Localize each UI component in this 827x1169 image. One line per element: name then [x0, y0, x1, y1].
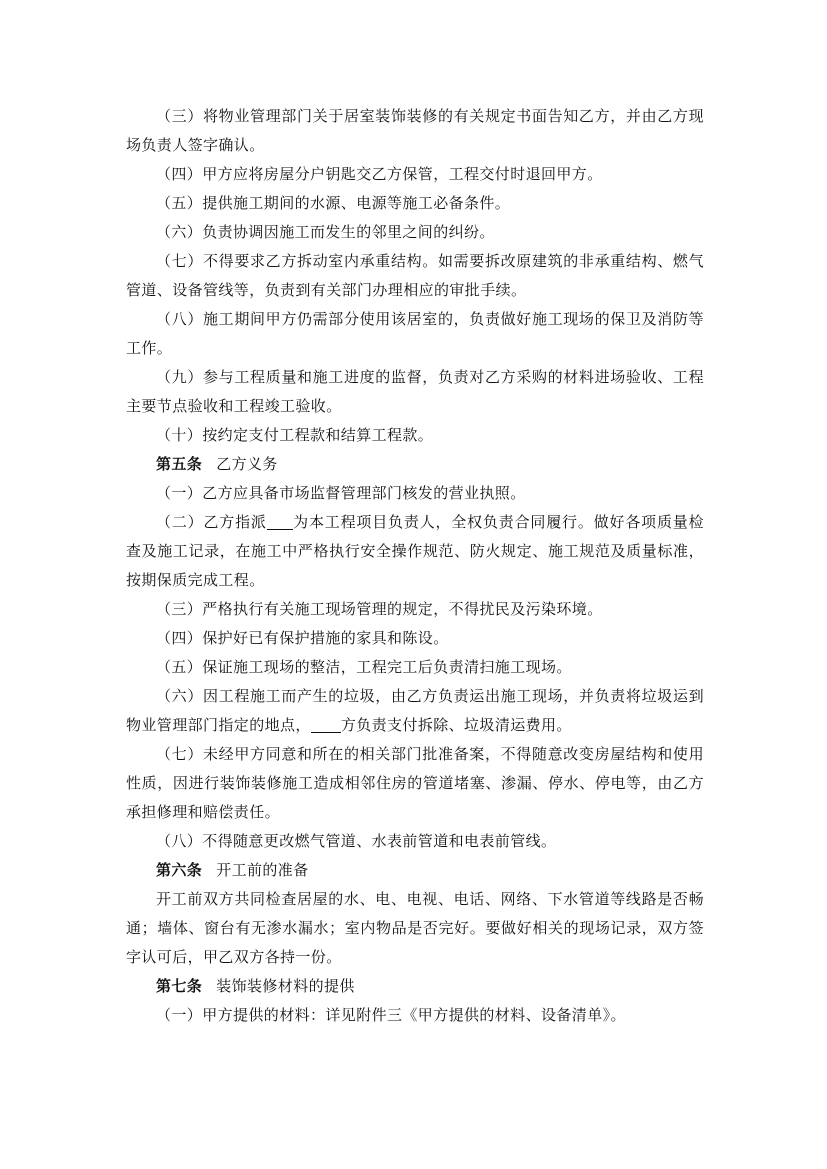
- clause-paragraph: （五）保证施工现场的整洁，工程完工后负责清扫施工现场。: [156, 658, 572, 676]
- article-title: 开工前的准备: [216, 861, 309, 879]
- clause-text-after: 方负责支付拆除、垃圾清运费用。: [340, 716, 572, 734]
- clause-paragraph: （三）严格执行有关施工现场管理的规定，不得扰民及污染环境。: [156, 600, 603, 618]
- clause-paragraph-with-blank: [126, 682, 704, 740]
- clause-paragraph: （九）参与工程质量和施工进度的监督，负责对乙方采购的材料进场验收、工程主要节点验收和工程竣工验收。: [126, 368, 704, 415]
- article-heading: [126, 972, 704, 1001]
- article-heading: [126, 856, 704, 885]
- fill-in-blank: [311, 716, 341, 733]
- clause-paragraph-with-blank: [126, 508, 704, 595]
- clause-paragraph: （四）甲方应将房屋分户钥匙交乙方保管，工程交付时退回甲方。: [156, 165, 603, 183]
- clause-text-before: （六）因工程施工而产生的垃圾，由乙方负责运出施工现场，并负责将垃圾运到物业管理部门指定的地点，: [126, 687, 704, 734]
- clause-paragraph: （八）不得随意更改燃气管道、水表前管道和电表前管线。: [156, 832, 557, 850]
- article-number: 第五条: [156, 455, 203, 473]
- article-number: 第七条: [156, 977, 203, 995]
- clause-paragraph: （十）按约定支付工程款和结算工程款。: [156, 426, 434, 444]
- clause-paragraph: （七）未经甲方同意和所在的相关部门批准备案，不得随意改变房屋结构和使用性质，因进行装饰装修施工造成相邻住房的管道堵塞、渗漏、停水、停电等，由乙方承担修理和赔偿责任。: [126, 745, 704, 821]
- clause-paragraph: （一）乙方应具备市场监督管理部门核发的营业执照。: [156, 484, 526, 502]
- clause-paragraph: （四）保护好已有保护措施的家具和陈设。: [156, 629, 449, 647]
- clause-text-after: 为本工程项目负责人，全权负责合同履行。做好各项质量检查及施工记录，在施工中严格执行安全操作规范、防火规定、施工规范及质量标准，按期保质完成工程。: [126, 513, 704, 589]
- article-title: 乙方义务: [216, 455, 278, 473]
- article-heading: [126, 450, 704, 479]
- document-body: [126, 102, 704, 1030]
- clause-paragraph: （七）不得要求乙方拆动室内承重结构。如需要拆改原建筑的非承重结构、燃气管道、设备管线等，负责到有关部门办理相应的审批手续。: [126, 252, 704, 299]
- clause-paragraph: （一）甲方提供的材料：详见附件三《甲方提供的材料、设备清单》。: [156, 1006, 626, 1024]
- clause-paragraph: （八）施工期间甲方仍需部分使用该居室的，负责做好施工现场的保卫及消防等工作。: [126, 310, 704, 357]
- fill-in-blank: [267, 513, 293, 530]
- article-title: 装饰装修材料的提供: [216, 977, 355, 995]
- clause-text-before: （二）乙方指派: [156, 513, 267, 531]
- clause-paragraph: （五）提供施工期间的水源、电源等施工必备条件。: [156, 194, 511, 212]
- clause-paragraph: （三）将物业管理部门关于居室装饰装修的有关规定书面告知乙方，并由乙方现场负责人签字确认。: [126, 107, 704, 154]
- clause-paragraph: 开工前双方共同检查居屋的水、电、电视、电话、网络、下水管道等线路是否畅通；墙体、窗台有无渗水漏水；室内物品是否完好。要做好相关的现场记录，双方签字认可后，甲乙双方各持一份。: [126, 890, 704, 966]
- article-number: 第六条: [156, 861, 203, 879]
- clause-paragraph: （六）负责协调因施工而发生的邻里之间的纠纷。: [156, 223, 495, 241]
